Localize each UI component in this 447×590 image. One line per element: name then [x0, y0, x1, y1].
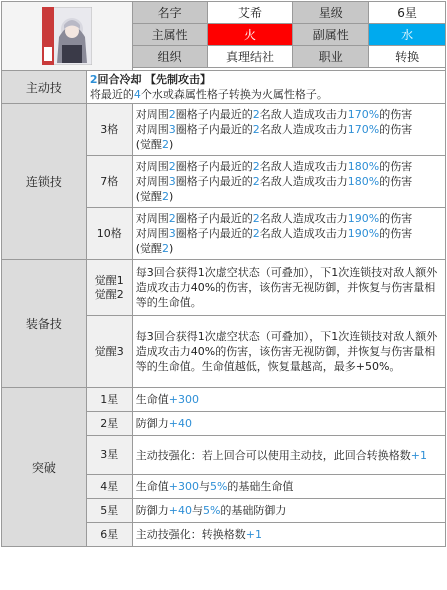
- equip-awaken: 觉醒1 觉醒2: [86, 260, 132, 316]
- breakthrough-desc: 主动技强化：若上回合可以使用主动技，此回合转换格数+1: [132, 436, 445, 475]
- chain-desc: 对周围2圈格子内最近的2名敌人造成攻击力180%的伤害 对周围3圈格子内最近的2名敌人造成攻击力180%的伤害 (觉醒2): [132, 156, 445, 208]
- sub-attr-label: 副属性: [293, 24, 369, 46]
- breakthrough-star: 4星: [86, 475, 132, 499]
- equip-desc: 每3回合获得1次虚空状态（可叠加），下1次连锁技对敌人额外造成攻击力40%的伤害，该伤害无视防御，并恢复与伤害量相等的生命值。: [132, 260, 445, 316]
- sub-attr-value: 水: [369, 24, 446, 46]
- rank-label: 星级: [293, 2, 369, 24]
- chain-grid: 3格: [86, 104, 132, 156]
- job-label: 职业: [293, 46, 369, 68]
- breakthrough-desc: 主动技强化：转换格数+1: [132, 523, 445, 547]
- breakthrough-star: 5星: [86, 499, 132, 523]
- breakthrough-star: 3星: [86, 436, 132, 475]
- breakthrough-desc: 生命值+300: [132, 388, 445, 412]
- main-attr-value: 火: [207, 24, 293, 46]
- breakthrough-star: 1星: [86, 388, 132, 412]
- org-value: 真理结社: [207, 46, 293, 68]
- name-label: 名字: [132, 2, 207, 24]
- equip-desc: 每3回合获得1次虚空状态（可叠加），下1次连锁技对敌人额外造成攻击力40%的伤害，该伤害无视防御，并恢复与伤害量相等的生命值。生命值越低，恢复量越高，最多+50%。: [132, 316, 445, 388]
- breakthrough-star: 6星: [86, 523, 132, 547]
- chain-grid: 7格: [86, 156, 132, 208]
- breakthrough-star: 2星: [86, 412, 132, 436]
- equip-awaken: 觉醒3: [86, 316, 132, 388]
- active-skill-desc: 2回合冷却 【先制攻击】 将最近的4个水或森属性格子转换为火属性格子。: [86, 71, 445, 104]
- main-attr-label: 主属性: [132, 24, 207, 46]
- breakthrough-desc: 防御力+40: [132, 412, 445, 436]
- name-value: 艾希: [207, 2, 293, 24]
- chain-desc: 对周围2圈格子内最近的2名敌人造成攻击力170%的伤害 对周围3圈格子内最近的2名敌人造成攻击力170%的伤害 (觉醒2): [132, 104, 445, 156]
- breakthrough-desc: 生命值+300与5%的基础生命值: [132, 475, 445, 499]
- character-portrait: [2, 2, 133, 71]
- chain-grid: 10格: [86, 208, 132, 260]
- character-info-table: [1, 1, 446, 547]
- equip-skill-label: 装备技: [2, 260, 87, 388]
- rank-value: 6星: [369, 2, 446, 24]
- breakthrough-desc: 防御力+40与5%的基础防御力: [132, 499, 445, 523]
- portrait-image: [42, 7, 92, 65]
- active-skill-label: 主动技: [2, 71, 87, 104]
- chain-desc: 对周围2圈格子内最近的2名敌人造成攻击力190%的伤害 对周围3圈格子内最近的2名敌人造成攻击力190%的伤害 (觉醒2): [132, 208, 445, 260]
- chain-skill-label: 连锁技: [2, 104, 87, 260]
- org-label: 组织: [132, 46, 207, 68]
- job-value: 转换: [369, 46, 446, 68]
- breakthrough-label: 突破: [2, 388, 87, 547]
